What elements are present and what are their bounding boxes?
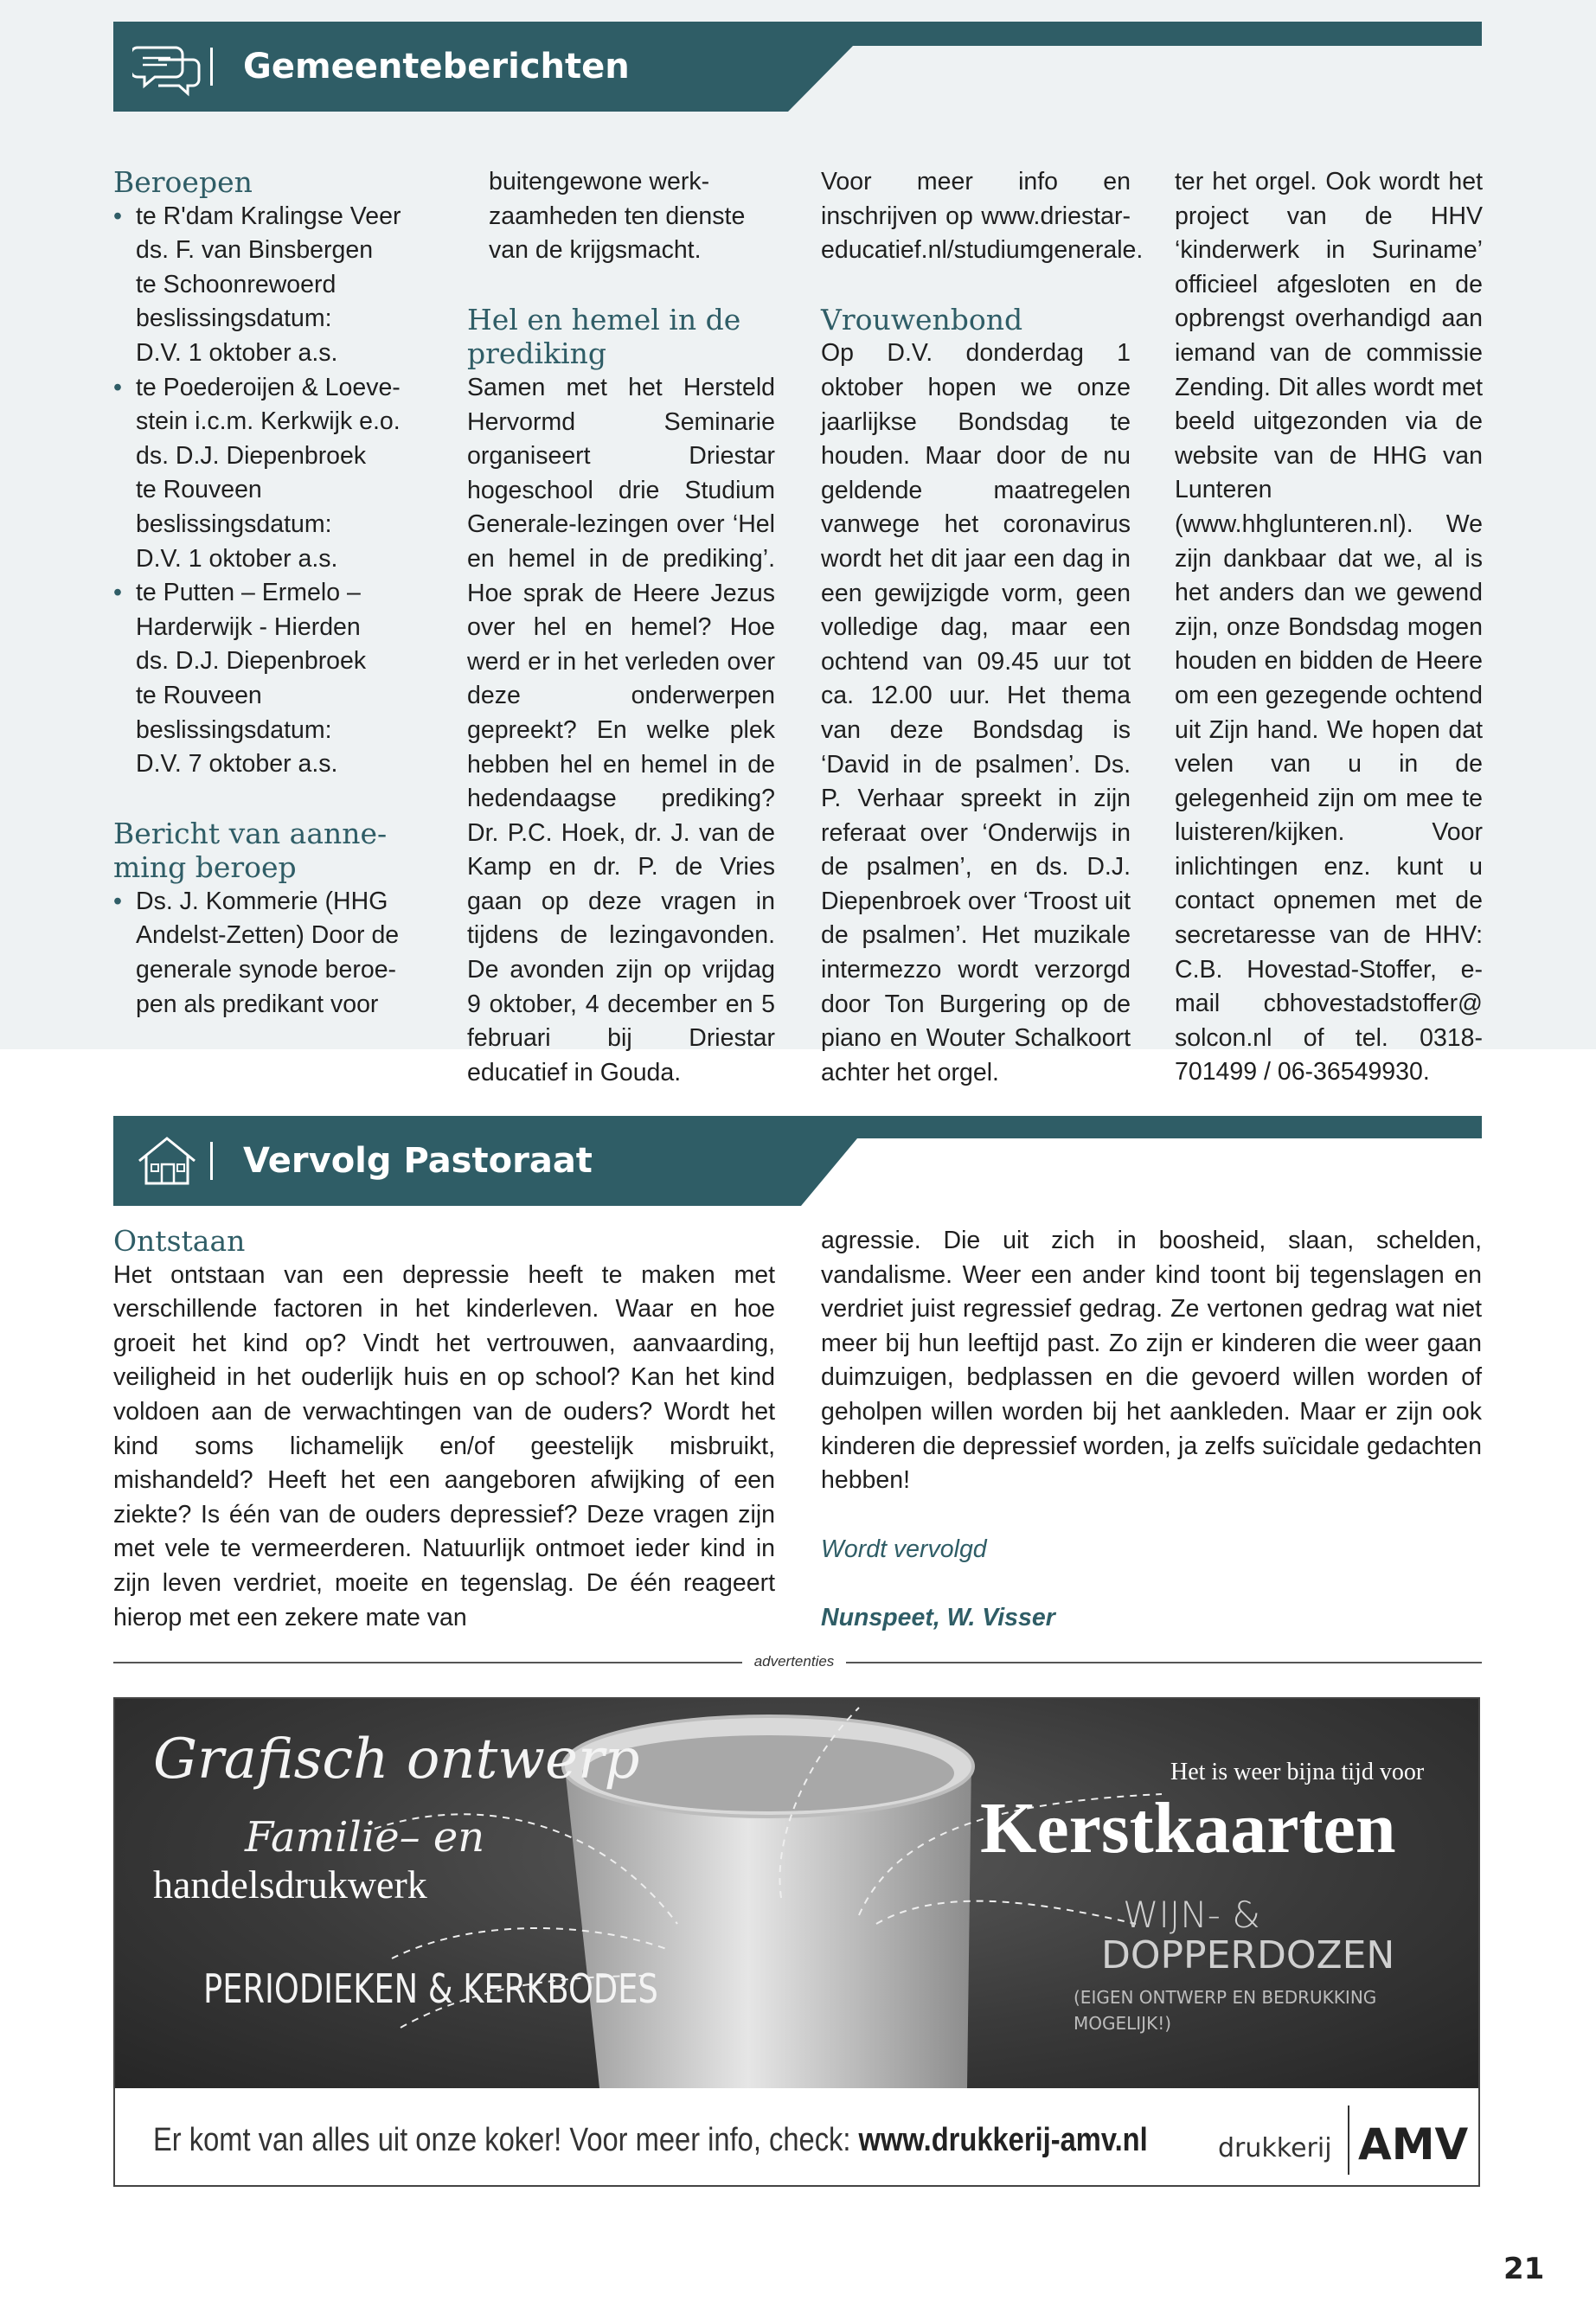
heading-aanneming: Bericht van aanne- ming beroep [113,816,388,885]
section-header-gemeenteberichten [113,22,1482,112]
ad-familie: Familie– en [245,1813,485,1862]
continued-text: buitengewone werk- zaamheden ten dienste van de krijgsmacht. [489,168,746,265]
heading-ontstaan: Ontstaan [113,1224,246,1258]
column-4 [1175,165,1483,1090]
divider-right [846,1662,1482,1663]
page-number: 21 [1503,2252,1545,2286]
heading-vrouwenbond: Vrouwenbond [821,302,1023,336]
heading-beroepen: Beroepen [113,165,253,199]
ad-het-is-weer: Het is weer bijna tijd voor [1170,1759,1425,1785]
ad-eigen-ontwerp: (EIGEN ONTWERP EN BEDRUKKING MOGELIJK!) [1074,1987,1377,2034]
list-item: • te R'dam Kralingse Veer ds. F. van Binsbergen te Schoonrewoerd beslissingsdatum: D.V. 1 oktober a.s. [113,200,425,371]
header-separator [210,48,213,86]
advertisement [113,1697,1480,2187]
column-1 [113,165,425,1022]
heading-hel-en-hemel: Hel en hemel in de prediking [467,302,741,371]
list-item: • te Poederoijen & Loeve- stein i.c.m. Kerkwijk e.o. ds. D.J. Diepenbroek te Rouveen beslissingsdatum: D.V. 1 oktober a.s. [113,371,425,577]
ad-dopperdozen: DOPPERDOZEN [1101,1933,1395,1977]
list-item: • te Putten – Ermelo – Harderwijk - Hierden ds. D.J. Diepenbroek te Rouveen beslissingsdatum: D.V. 7 oktober a.s. [113,576,425,782]
pastoraat-right-text: agressie. Die uit zich in boosheid, slaan, schelden, vandalisme. Weer een ander kind toont bij tegenslagen en verdriet juist regressief gedrag. Ze vertonen gedrag wat niet meer bij hun leeftijd past. Zo zijn er kinderen die weer gaan duimzuigen, bedplassen en die gevoerd willen worden of geholpen willen worden bij het aankleden. Maar er zijn ook kinderen die depressief worden, ja zelfs suïcidale gedachten hebben! [821,1227,1482,1495]
column-4-text: ter het orgel. Ook wordt het project van de HHV ‘kinderwerk in Suriname’ officieel afgesloten en de opbrengst overhandigd aan iemand van de commissie Zending. Dit alles wordt met beeld uitgezonden via de website van de HHG van Lunteren (www.hhglunteren.nl). We zijn dankbaar dat we, al is het anders dan we gewend zijn, onze Bondsdag mogen houden en bidden de Heere om een gezegende ochtend uit Zijn hand. We hopen dat velen van u in de gelegenheid zijn om mee te luisteren/kijken. Voor inlichtingen enz. kunt u contact opnemen met de secretaresse van de HHV: C.B. Hovestad-Stoffer, e-mail cbhovestadstoffer@ solcon.nl of tel. 0318-701499 / 06-36549930. [1175,168,1483,1086]
ad-url[interactable]: www.drukkerij-amv.nl [858,2122,1148,2158]
section-title: Vervolg Pastoraat [243,1141,593,1181]
speech-bubbles-icon [132,35,202,98]
vrouwenbond-text: Op D.V. donderdag 1 oktober hopen we onze jaarlijkse Bondsdag te houden. Maar door de nu geldende maatregelen vanwege het coronavirus wordt het dit jaar een dag in een gewijzigde vorm, geen volledige dag, maar een ochtend van 09.45 uur tot ca. 12.00 uur. Het thema van deze Bondsdag is ‘David in de psalmen’. Ds. P. Verhaar spreekt in zijn referaat over ‘Onderwijs in de psalmen’, en ds. D.J. Diepenbroek over ‘Troost uit de psalmen’. Het muzikale intermezzo wordt verzorgd door Ton Burgering op de piano en Wouter Schalkoort achter het orgel. [821,339,1131,1086]
divider-left [113,1662,742,1663]
ad-kerstkaarten: Kerstkaarten [980,1788,1396,1868]
house-icon [132,1130,202,1192]
section-header-vervolg-pastoraat [113,1116,1482,1206]
ad-wijn: WIJN- & [1123,1894,1260,1936]
ad-periodieken: PERIODIEKEN & KERKBODES [203,1965,658,2012]
hel-en-hemel-text: Samen met het Hersteld Hervormd Seminarie organiseert Driestar hogeschool drie Studium Generale-lezingen over ‘Hel en hemel in de prediking’. Hoe sprak de Heere Jezus over hel en hemel? Hoe werd er in het verleden over deze onderwerpen gepreekt? En welke plek hebben hel en hemel in de hedendaagse prediking? Dr. P.C. Hoek, dr. J. van de Kamp en dr. P. de Vries gaan op deze vragen in tijdens de lezingavonden. De avonden zijn op vrijdag 9 oktober, 4 december en 5 februari bij Driestar educatief in Gouda. [467,373,775,1086]
logo-drukkerij: drukkerij [1218,2133,1332,2163]
ad-grafisch-ontwerp: Grafisch ontwerp [153,1727,640,1791]
wordt-vervolgd: Wordt vervolgd [821,1535,987,1563]
section-title: Gemeenteberichten [243,47,630,87]
logo-divider [1348,2106,1349,2175]
pastoraat-right-column [821,1224,1482,1636]
beroepen-list [113,200,425,782]
column-3 [821,165,1144,1090]
amv-logo [1218,2106,1469,2175]
pastoraat-left-column [113,1224,775,1635]
column-2 [467,165,775,1090]
advertenties-label: advertenties [753,1653,835,1670]
logo-amv: AMV [1358,2119,1469,2170]
list-item: • Ds. J. Kommerie (HHG Andelst-Zetten) Door de generale synode beroe- pen als predikant voor [113,885,425,1022]
aanneming-list [113,885,425,1022]
pastoraat-left-text: Het ontstaan van een depressie heeft te maken met verschillende factoren in het kinderleven. Waar en hoe groeit het kind op? Vindt het vertrouwen, aanvaarding, veiligheid in het ouderlijk huis en op school? Kan het kind voldoen aan de verwachtingen van de ouders? Wordt het kind soms lichamelijk en/of geestelijk misbruikt, mishandeld? Heeft het een aangeboren afwijking of een ziekte? Is één van de ouders depressief? Deze vragen zijn met vele te vermeerderen. Natuurlijk ontmoet ieder kind in zijn leven verdriet, moeite en tegenslag. De één reageert hierop met een zekere mate van [113,1260,775,1631]
ad-handelsdrukwerk: handelsdrukwerk [153,1862,427,1907]
header-separator [210,1142,213,1180]
ad-image-area [115,1699,1478,2088]
signature: Nunspeet, W. Visser [821,1604,1055,1632]
info-text: Voor meer info en inschrijven op www.driestar-educatief.nl/studiumgenerale. [821,168,1144,265]
ad-bottom-text: Er komt van alles uit onze koker! Voor meer info, check: www.drukkerij-amv.nl [153,2122,1148,2158]
